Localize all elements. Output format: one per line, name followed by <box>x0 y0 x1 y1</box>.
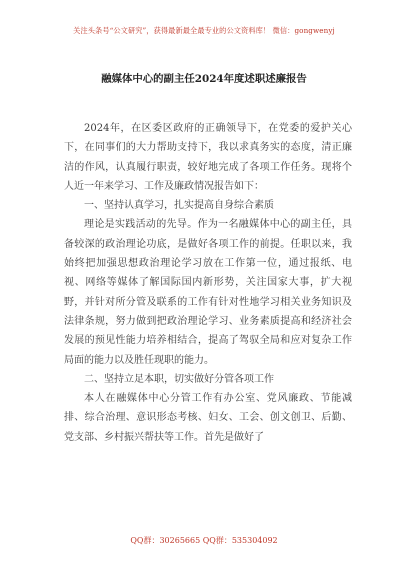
intro-paragraph: 2024年，在区委区政府的正确领导下，在党委的爱护关心下，在同事们的大力帮助支持下，我以求真务实的态度，清正廉洁的作风，认真履行职责，较好地完成了各项工作任务。现将个人近一年来学习、工作及廉政情况报告如下： <box>64 123 352 192</box>
section-2-paragraph: 本人在融媒体中心分管工作有办公室、党风廉政、节能减排、综合治理、意识形态考核、妇女、工会、创文创卫、后勤、党支部、乡村振兴帮扶等工作。首先是做好了 <box>64 393 352 443</box>
footer-contact: QQ群：30265665 QQ群：535304092 <box>130 536 278 545</box>
section-1-heading: 一、坚持认真学习，扎实提高自身综合素质 <box>84 200 274 212</box>
document-body <box>64 119 352 447</box>
section-2-heading: 二、坚持立足本职，切实做好分管各项工作 <box>84 373 274 385</box>
section-1-paragraph: 理论是实践活动的先导。作为一名融媒体中心的副主任，具备较深的政治理论功底，是做好各项工作的前提。任职以来，我始终把加强思想政治理论学习放在工作第一位，通过报纸、电视、网络等媒体了解国际国内新形势，关注国家大事，扩大视野，并针对所分管及联系的工作有针对性地学习相关业务知识及法律条规，努力做到把政治理论学习、业务素质提高和经济社会发展的预见性能力培养相结合，提高了驾驭全局和应对复杂工作局面的能力以及胜任现职的能力。 <box>64 219 352 366</box>
header-banner: 关注头条号“公文研究”，获得最新最全最专业的公文资料库！ 微信：gongwenyj <box>73 26 335 35</box>
document-title: 融媒体中心的副主任2024年度述职述廉报告 <box>101 73 307 85</box>
